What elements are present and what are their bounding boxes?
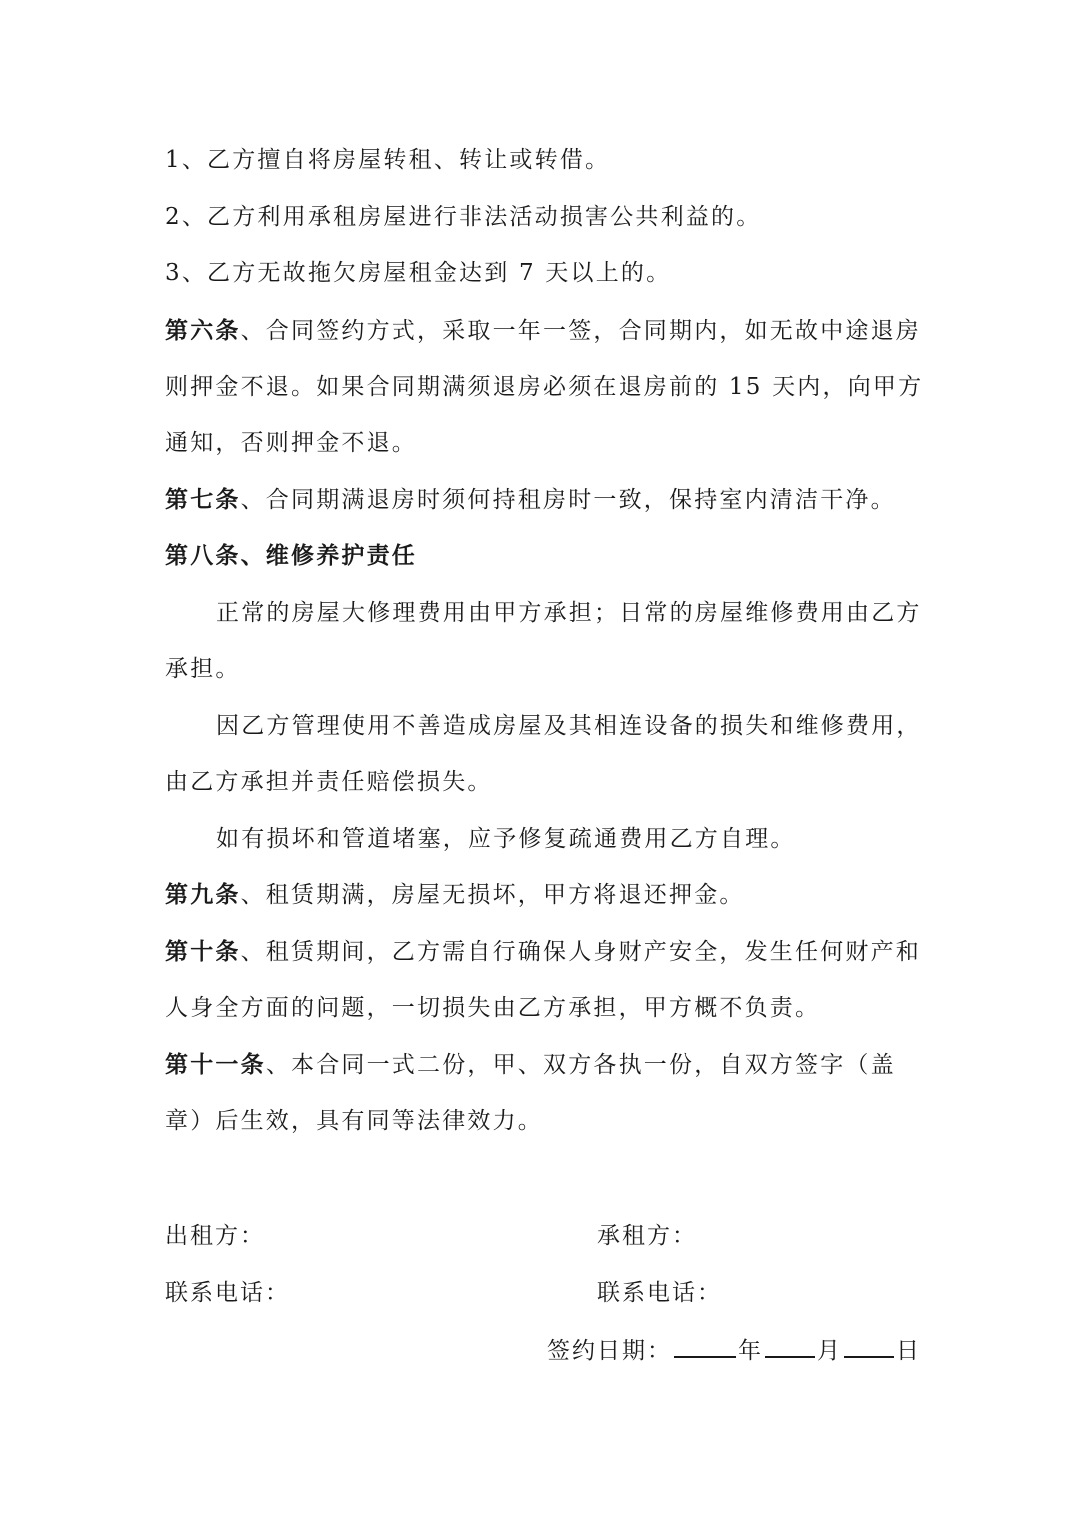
- article-11-heading: 第十一条: [165, 1051, 266, 1078]
- article-9-heading: 第九条: [165, 881, 241, 908]
- article-9-text: 、租赁期满，房屋无损坏，甲方将退还押金。: [240, 882, 745, 908]
- signing-date-label: 签约日期：: [547, 1338, 672, 1364]
- article-8-para-1-line-1: 正常的房屋大修理费用由甲方承担；日常的房屋维修费用由乙方: [216, 600, 922, 626]
- article-11-text: 、本合同一式二份，甲、双方各执一份，自双方签字（盖: [265, 1052, 896, 1078]
- article-7-heading: 第七条: [165, 486, 241, 513]
- month-blank: [765, 1334, 815, 1358]
- article-10-line-2: 人身全方面的问题，一切损失由乙方承担，甲方概不负责。: [165, 995, 821, 1021]
- article-8-heading: 第八条、维修养护责任: [165, 542, 417, 569]
- article-8-para-2-line-2: 由乙方承担并责任赔偿损失。: [165, 769, 493, 795]
- clause-item-2: 2、乙方利用承租房屋进行非法活动损害公共利益的。: [165, 204, 762, 230]
- article-10-line-1: [165, 937, 925, 967]
- article-8-para-2-line-1: 因乙方管理使用不善造成房屋及其相连设备的损失和维修费用，: [216, 713, 922, 739]
- article-6-text: 、合同签约方式，采取一年一签，合同期内，如无故中途退房: [240, 318, 922, 344]
- day-blank: [844, 1334, 894, 1358]
- article-8-para-3-line-1: 如有损坏和管道堵塞，应予修复疏通费用乙方自理。: [216, 826, 796, 852]
- clause-item-3: 3、乙方无故拖欠房屋租金达到 7 天以上的。: [165, 260, 672, 286]
- article-10-text: 、租赁期间，乙方需自行确保人身财产安全，发生任何财产和: [240, 939, 922, 965]
- article-6-line-3: 通知，否则押金不退。: [165, 430, 417, 456]
- month-label: 月: [817, 1338, 842, 1364]
- year-label: 年: [738, 1338, 763, 1364]
- day-label: 日: [896, 1338, 921, 1364]
- lessor-label: 出租方：: [165, 1223, 265, 1249]
- lessor-phone-label: 联系电话：: [165, 1280, 290, 1306]
- signing-date-row: [547, 1334, 921, 1366]
- article-6-line-2: 则押金不退。如果合同期满须退房必须在退房前的 15 天内，向甲方: [165, 374, 924, 400]
- year-blank: [674, 1334, 736, 1358]
- article-7-text: 、合同期满退房时须何持租房时一致，保持室内清洁干净。: [240, 487, 896, 513]
- article-6-line-1: [165, 316, 925, 346]
- article-7-line-1: [165, 485, 925, 515]
- article-6-heading: 第六条: [165, 317, 241, 344]
- article-10-heading: 第十条: [165, 938, 241, 965]
- article-11-line-2: 章）后生效，具有同等法律效力。: [165, 1108, 543, 1134]
- clause-item-1: 1、乙方擅自将房屋转租、转让或转借。: [165, 147, 611, 173]
- lessee-phone-label: 联系电话：: [597, 1280, 722, 1306]
- article-9-line-1: [165, 880, 925, 910]
- article-11-line-1: [165, 1050, 925, 1080]
- lessee-label: 承租方：: [597, 1223, 697, 1249]
- article-8-para-1-line-2: 承担。: [165, 656, 241, 682]
